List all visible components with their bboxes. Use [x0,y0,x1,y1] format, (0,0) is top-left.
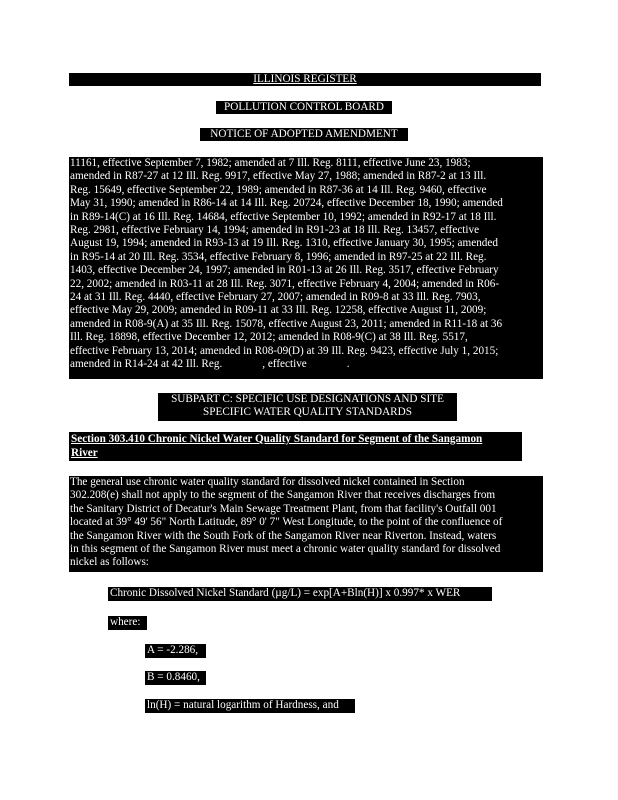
notice-title [200,128,408,141]
section-heading [69,432,522,461]
blank-gap [307,366,347,367]
history-line: Reg. 15649, effective September 22, 1989; amended in R87-36 at 14 Ill. Reg. 9460, effective [70,183,487,196]
variable-a-text: A = -2.286, [147,644,199,656]
where-label-text: where: [110,616,141,628]
history-line: amended in R08-9(A) at 35 Ill. Reg. 15078, effective August 23, 2011; amended in R11-18 at 36 [70,317,503,330]
history-line: effective May 29, 2009; amended in R09-11 at 33 Ill. Reg. 12258, effective August 11, 2009; [70,304,487,317]
body-line: 302.208(e) shall not apply to the segment of the Sangamon River that receives discharges from [70,489,496,502]
subpart-heading [158,393,457,421]
history-last-prefix: amended in R14-24 at 42 Ill. Reg. [70,358,223,371]
history-line: Ill. Reg. 18898, effective December 12, 2012; amended in R08-9(C) at 38 Ill. Reg. 5517, [70,331,468,344]
history-line: 22, 2002; amended in R03-11 at 28 Ill. Reg. 3071, effective February 4, 2004; amended in R06- [70,277,500,290]
where-label [108,616,147,630]
nickel-formula-text: Chronic Dissolved Nickel Standard (µg/L) = exp[A+Bln(H)] x 0.997* x WER [110,587,461,599]
history-line: 11161, effective September 7, 1982; amended at 7 Ill. Reg. 8111, effective June 23, 1983; [70,157,471,169]
register-title-text: ILLINOIS REGISTER [253,73,357,85]
variable-b [145,671,206,685]
history-line: 1403, effective December 24, 1997; amended in R01-13 at 26 Ill. Reg. 3517, effective February [70,264,499,277]
body-line: nickel as follows: [70,556,149,569]
variable-ln-text: ln(H) = natural logarithm of Hardness, and [147,699,339,711]
history-line: May 31, 1990; amended in R86-14 at 14 Ill. Reg. 20724, effective December 18, 1990; amended [70,197,503,210]
body-line: located at 39° 49' 56" North Latitude, 89° 0' 7" West Longitude, to the point of the confluence of [70,516,503,529]
subpart-heading-line1: SUBPART C: SPECIFIC USE DESIGNATIONS AND SITE [171,393,444,405]
board-title-text: POLLUTION CONTROL BOARD [224,101,384,113]
history-last-end: . [346,358,350,371]
subpart-heading-line2: SPECIFIC WATER QUALITY STANDARDS [203,406,412,419]
history-line: amended in R87-27 at 12 Ill. Reg. 9917, effective May 27, 1988; amended in R87-2 at 13 Ill. [70,170,487,183]
section-body [69,476,543,572]
history-line: 24 at 31 Ill. Reg. 4440, effective February 27, 2007; amended in R09-8 at 33 Ill. Reg. 7903, [70,291,481,304]
body-line: the Sangamon River with the South Fork of the Sangamon River near Riverton. Instead, waters [70,529,497,542]
body-line: the Sanitary District of Decatur's Main Sewage Treatment Plant, from that facility's Outfall 001 [70,502,497,515]
body-line: The general use chronic water quality standard for dissolved nickel contained in Section [70,476,465,488]
variable-a [145,644,206,658]
history-line: in R89-14(C) at 16 Ill. Reg. 14684, effective September 10, 1992; amended in R92-17 at 18 Ill. [70,210,497,223]
board-title [216,101,392,114]
body-line: in this segment of the Sangamon River must meet a chronic water quality standard for dissolved [70,543,501,556]
blank-gap [222,366,262,367]
section-heading-line2: River [71,447,98,459]
history-last-line [70,358,542,371]
section-heading-line1: Section 303.410 Chronic Nickel Water Quality Standard for Segment of the Sangamon [71,433,483,445]
history-line: effective February 13, 2014; amended in R08-09(D) at 39 Ill. Reg. 9423, effective July 1, 2015; [70,344,499,357]
notice-title-text: NOTICE OF ADOPTED AMENDMENT [210,128,398,140]
register-title [69,73,541,86]
history-line: in R95-14 at 20 Ill. Reg. 3534, effective February 8, 1996; amended in R97-25 at 22 Ill. Reg. [70,250,487,263]
history-last-mid: , effective [262,358,307,371]
variable-b-text: B = 0.8460, [147,671,200,683]
amendment-history [69,157,543,379]
nickel-formula [108,587,492,601]
history-line: August 19, 1994; amended in R93-13 at 19 Ill. Reg. 1310, effective January 30, 1995; amended [70,237,498,250]
variable-ln [145,699,355,713]
history-line: Reg. 2981, effective February 14, 1994; amended in R91-23 at 18 Ill. Reg. 13457, effective [70,224,480,237]
